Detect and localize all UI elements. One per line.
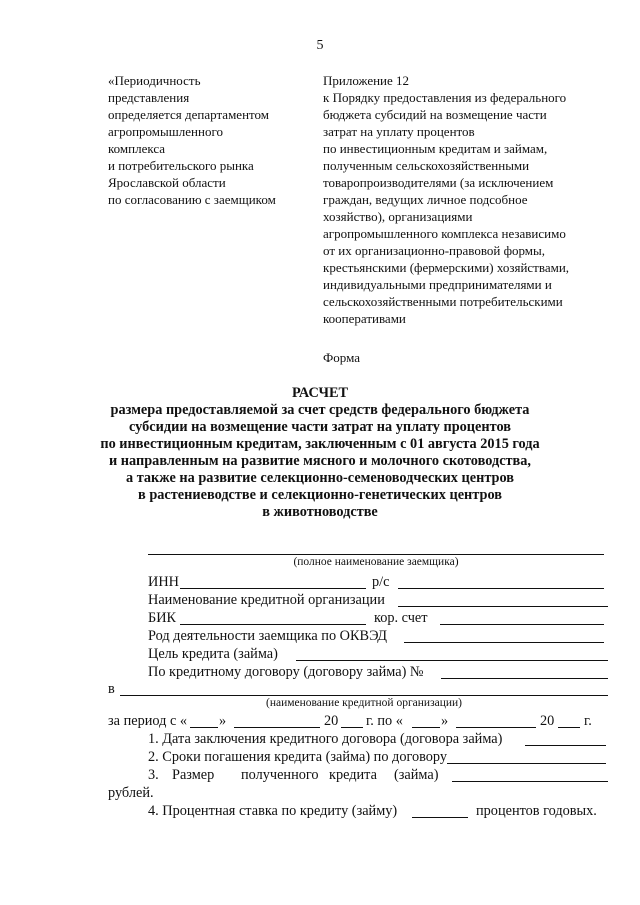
bank-name-field[interactable] bbox=[120, 695, 608, 696]
appendix-line: сельскохозяйственными потребительскими bbox=[323, 294, 563, 309]
note-line: комплекса bbox=[108, 141, 166, 156]
period-from-month-field[interactable] bbox=[234, 727, 320, 728]
purpose-label: Цель кредита (займа) bbox=[148, 646, 278, 662]
period-quote: » bbox=[219, 713, 227, 729]
okved-label: Род деятельности заемщика по ОКВЭД bbox=[148, 628, 388, 644]
appendix-line: Приложение 12 bbox=[323, 73, 410, 88]
appendix-line: агропромышленного комплекса независимо bbox=[323, 226, 566, 241]
appendix-header bbox=[323, 72, 569, 327]
appendix-line: затрат на уплату процентов bbox=[323, 124, 475, 139]
appendix-line: индивидуальными предпринимателями и bbox=[323, 277, 552, 292]
corr-account-field[interactable] bbox=[440, 624, 604, 625]
form-label: Форма bbox=[323, 350, 360, 365]
interest-rate-field[interactable] bbox=[412, 817, 468, 818]
credit-amount-field[interactable] bbox=[452, 781, 608, 782]
borrower-caption: (полное наименование заемщика) bbox=[293, 556, 459, 568]
period-from-year-field[interactable] bbox=[341, 727, 363, 728]
period-from-label: за период с « bbox=[108, 713, 188, 729]
period-to-year-field[interactable] bbox=[558, 727, 580, 728]
appendix-line: бюджета субсидий на возмещение части bbox=[323, 107, 547, 122]
item-4-label: 4. Процентная ставка по кредиту (займу) bbox=[148, 803, 398, 819]
document-title bbox=[80, 385, 560, 521]
purpose-field[interactable] bbox=[296, 660, 608, 661]
bik-label: БИК bbox=[148, 610, 177, 626]
corr-account-label: кор. счет bbox=[374, 610, 428, 626]
item-3-word: (займа) bbox=[394, 767, 439, 783]
contract-label: По кредитному договору (договору займа) № bbox=[148, 664, 424, 680]
period-to-month-field[interactable] bbox=[456, 727, 536, 728]
item-3-word: кредита bbox=[329, 767, 377, 783]
title-line: субсидии на возмещение части затрат на уплату процентов bbox=[129, 419, 511, 435]
title-line: и направленным на развитие мясного и молочного скотоводства, bbox=[108, 453, 531, 469]
title-line: в растениеводстве и селекционно-генетических центров bbox=[138, 487, 502, 503]
credit-org-label: Наименование кредитной организации bbox=[148, 592, 385, 608]
contract-field[interactable] bbox=[441, 678, 608, 679]
period-to-label: г. по « bbox=[366, 713, 403, 729]
item-3-number: 3. bbox=[148, 767, 159, 783]
period-quote-2: » bbox=[441, 713, 449, 729]
appendix-line: граждан, ведущих личное подсобное bbox=[323, 192, 528, 207]
item-2-label: 2. Сроки погашения кредита (займа) по договору bbox=[148, 749, 448, 765]
note-line: Ярославской области bbox=[108, 175, 226, 190]
appendix-line: кооперативами bbox=[323, 311, 406, 326]
page-number: 5 bbox=[316, 38, 324, 53]
okved-field[interactable] bbox=[404, 642, 604, 643]
year-prefix: 20 bbox=[324, 713, 339, 729]
contract-date-field[interactable] bbox=[525, 745, 606, 746]
period-to-day-field[interactable] bbox=[412, 727, 440, 728]
note-line: «Периодичность bbox=[108, 73, 201, 88]
year-prefix-2: 20 bbox=[540, 713, 555, 729]
item-1-label: 1. Дата заключения кредитного договора (договора займа) bbox=[148, 731, 503, 747]
credit-org-caption: (наименование кредитной организации) bbox=[265, 697, 463, 709]
item-4-suffix: процентов годовых. bbox=[476, 803, 597, 819]
account-field[interactable] bbox=[398, 588, 604, 589]
title-line: РАСЧЕТ bbox=[291, 385, 349, 401]
note-line: по согласованию с заемщиком bbox=[108, 192, 276, 207]
appendix-line: по инвестиционным кредитам и займам, bbox=[323, 141, 548, 156]
bik-field[interactable] bbox=[180, 624, 366, 625]
item-3-word: Размер bbox=[172, 767, 215, 783]
inn-field[interactable] bbox=[180, 588, 366, 589]
inn-label: ИНН bbox=[148, 574, 179, 590]
note-line: определяется департаментом bbox=[108, 107, 270, 122]
title-line: а также на развитие селекционно-семеноводческих центров bbox=[125, 470, 514, 486]
note-line: агропромышленного bbox=[108, 124, 223, 139]
note-line: представления bbox=[108, 90, 190, 105]
title-line: по инвестиционным кредитам, заключенным с 01 августа 2015 года bbox=[100, 436, 540, 452]
periodicity-note bbox=[108, 72, 276, 208]
item-3-continuation: рублей. bbox=[108, 785, 154, 801]
appendix-line: хозяйство), организациями bbox=[323, 209, 473, 224]
in-prefix: в bbox=[108, 681, 115, 697]
repayment-terms-field[interactable] bbox=[447, 763, 606, 764]
credit-org-field[interactable] bbox=[398, 606, 608, 607]
appendix-line: полученным сельскохозяйственными bbox=[323, 158, 530, 173]
note-line: и потребительского рынка bbox=[108, 158, 254, 173]
item-3-word: полученного bbox=[241, 767, 319, 783]
appendix-line: к Порядку предоставления из федерального bbox=[323, 90, 567, 105]
borrower-name-field[interactable] bbox=[148, 554, 604, 555]
period-year-end: г. bbox=[584, 713, 592, 729]
period-from-day-field[interactable] bbox=[190, 727, 218, 728]
account-label: р/с bbox=[372, 574, 390, 590]
appendix-line: от их организационно-правовой формы, bbox=[323, 243, 546, 258]
appendix-line: крестьянскими (фермерскими) хозяйствами, bbox=[323, 260, 570, 275]
title-line: размера предоставляемой за счет средств федерального бюджета bbox=[110, 402, 530, 418]
title-line: в животноводстве bbox=[262, 504, 378, 520]
appendix-line: товаропроизводителями (за исключением bbox=[323, 175, 554, 190]
